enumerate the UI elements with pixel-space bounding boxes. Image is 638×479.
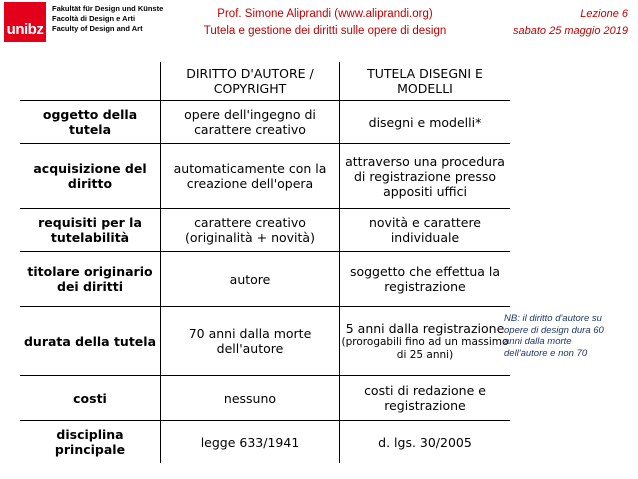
design-cell [339, 307, 510, 375]
header-empty-cell [20, 62, 160, 100]
faculty-name [52, 4, 163, 34]
header-lecture-info [513, 6, 628, 40]
side-note: NB: il diritto d'autore su opere di design dura 60 anni dalla morte dell'autore e non 70 [504, 313, 604, 359]
copyright-cell: legge 633/1941 [160, 421, 339, 463]
copyright-cell: carattere creativo (originalità + novità) [160, 209, 339, 251]
row-label: durata della tutela [23, 333, 157, 349]
design-cell: soggetto che effettua la registrazione [339, 252, 510, 306]
table-row [20, 144, 510, 209]
design-duration-note: (prorogabili fino ad un massimo di 25 anni) [341, 335, 509, 361]
table-row [20, 101, 510, 144]
table-row [20, 307, 510, 376]
faculty-line-de: Fakultät für Design und Künste [52, 4, 164, 13]
header-title [175, 6, 475, 40]
table-header-row [20, 62, 510, 101]
design-cell: disegni e modelli* [339, 101, 510, 143]
faculty-line-en: Faculty of Design and Art [52, 24, 143, 33]
unibz-logo: unibz [4, 2, 46, 42]
lecture-date: sabato 25 maggio 2019 [513, 25, 628, 37]
row-label: disciplina principale [54, 427, 126, 457]
design-cell: d. lgs. 30/2005 [339, 421, 510, 463]
header-author: Prof. Simone Aliprandi (www.aliprandi.org) [217, 8, 433, 20]
column-header-copyright: DIRITTO D'AUTORE / COPYRIGHT [160, 62, 339, 100]
design-cell: costi di redazione e registrazione [339, 376, 510, 420]
header-course: Tutela e gestione dei diritti sulle opere di design [203, 25, 447, 37]
comparison-table [20, 62, 510, 463]
column-header-design: TUTELA DISEGNI E MODELLI [339, 62, 510, 100]
row-label: titolare originario dei diritti [27, 264, 153, 294]
copyright-cell: opere dell'ingegno di carattere creativo [160, 101, 339, 143]
row-label: acquisizione del diritto [33, 161, 147, 191]
table-row [20, 252, 510, 307]
copyright-cell: automaticamente con la creazione dell'opera [160, 144, 339, 208]
design-cell: attraverso una procedura di registrazione presso appositi uffici [339, 144, 510, 208]
table-row [20, 209, 510, 252]
lecture-number: Lezione 6 [580, 8, 628, 20]
row-label: costi [73, 390, 107, 406]
design-duration: 5 anni dalla registrazione [345, 320, 505, 336]
faculty-line-it: Facoltà di Design e Arti [52, 14, 136, 23]
table-row [20, 376, 510, 421]
copyright-cell: nessuno [160, 376, 339, 420]
design-cell: novità e carattere individuale [339, 209, 510, 251]
table-row [20, 421, 510, 463]
row-label: oggetto della tutela [42, 107, 138, 137]
copyright-cell: 70 anni dalla morte dell'autore [160, 307, 339, 375]
copyright-cell: autore [160, 252, 339, 306]
row-label: requisiti per la tutelabilità [38, 215, 142, 245]
